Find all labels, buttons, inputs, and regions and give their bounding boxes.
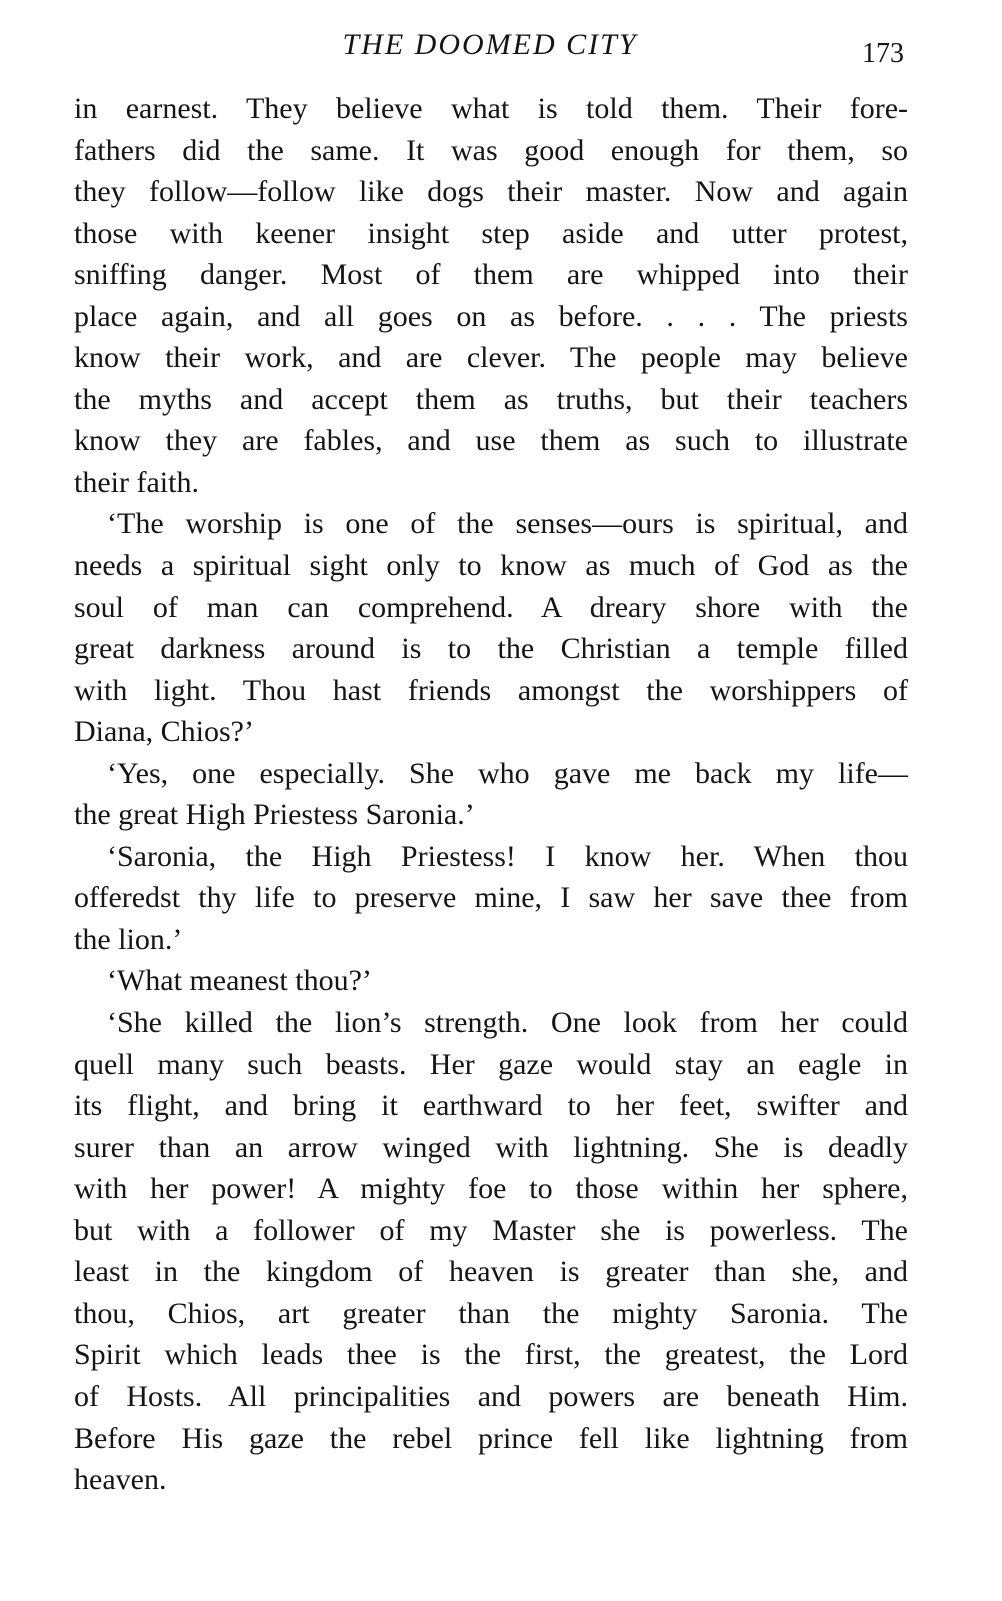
text-line: place again, and all goes on as before. . . . The priests	[74, 299, 908, 333]
text-line: the myths and accept them as truths, but their teachers	[74, 382, 908, 416]
text-line: their faith.	[74, 465, 199, 499]
text-line: of Hosts. All principalities and powers are beneath Him.	[74, 1379, 908, 1413]
running-head	[0, 28, 1002, 68]
text-line: with her power! A mighty foe to those within her sphere,	[74, 1172, 908, 1206]
text-line: know they are fables, and use them as such to illustrate	[74, 424, 908, 458]
text-line: the lion.’	[74, 922, 183, 956]
text-line: ‘The worship is one of the senses—ours is spiritual, and	[107, 507, 908, 541]
body-text	[74, 88, 908, 1501]
text-line: but with a follower of my Master she is powerless. The	[74, 1213, 908, 1247]
text-line: surer than an arrow winged with lightning. She is deadly	[74, 1130, 908, 1164]
text-line: they follow—follow like dogs their master. Now and again	[74, 175, 908, 209]
text-line: offeredst thy life to preserve mine, I saw her save thee from	[74, 881, 908, 915]
text-line: quell many such beasts. Her gaze would stay an eagle in	[74, 1047, 908, 1081]
text-line: ‘Yes, one especially. She who gave me back my life—	[107, 756, 908, 790]
text-line: Diana, Chios?’	[74, 715, 254, 749]
page-number: 173	[862, 38, 904, 69]
text-line: the great High Priestess Saronia.’	[74, 798, 475, 832]
text-line: thou, Chios, art greater than the mighty Saronia. The	[74, 1296, 908, 1330]
text-line: Spirit which leads thee is the first, the greatest, the Lord	[74, 1338, 908, 1372]
text-line: Before His gaze the rebel prince fell like lightning from	[74, 1421, 908, 1455]
text-line: needs a spiritual sight only to know as much of God as the	[74, 549, 908, 583]
text-line: know their work, and are clever. The people may believe	[74, 341, 908, 375]
running-title: THE DOOMED CITY	[342, 28, 638, 61]
text-line: sniffing danger. Most of them are whipped into their	[74, 258, 908, 292]
text-line: heaven.	[74, 1463, 167, 1497]
text-line: in earnest. They believe what is told them. Their fore-	[74, 92, 908, 125]
text-line: those with keener insight step aside and utter protest,	[74, 216, 908, 250]
text-line: ‘What meanest thou?’	[107, 964, 372, 998]
text-line: ‘Saronia, the High Priestess! I know her. When thou	[107, 839, 908, 873]
text-line: soul of man can comprehend. A dreary shore with the	[74, 590, 908, 624]
text-line: great darkness around is to the Christian a temple filled	[74, 632, 908, 666]
text-line: its flight, and bring it earthward to her feet, swifter and	[74, 1089, 908, 1123]
text-line: fathers did the same. It was good enough for them, so	[74, 133, 908, 167]
text-line: least in the kingdom of heaven is greater than she, and	[74, 1255, 908, 1289]
text-line: with light. Thou hast friends amongst the worshippers of	[74, 673, 908, 707]
text-line: ‘She killed the lion’s strength. One look from her could	[107, 1006, 908, 1040]
